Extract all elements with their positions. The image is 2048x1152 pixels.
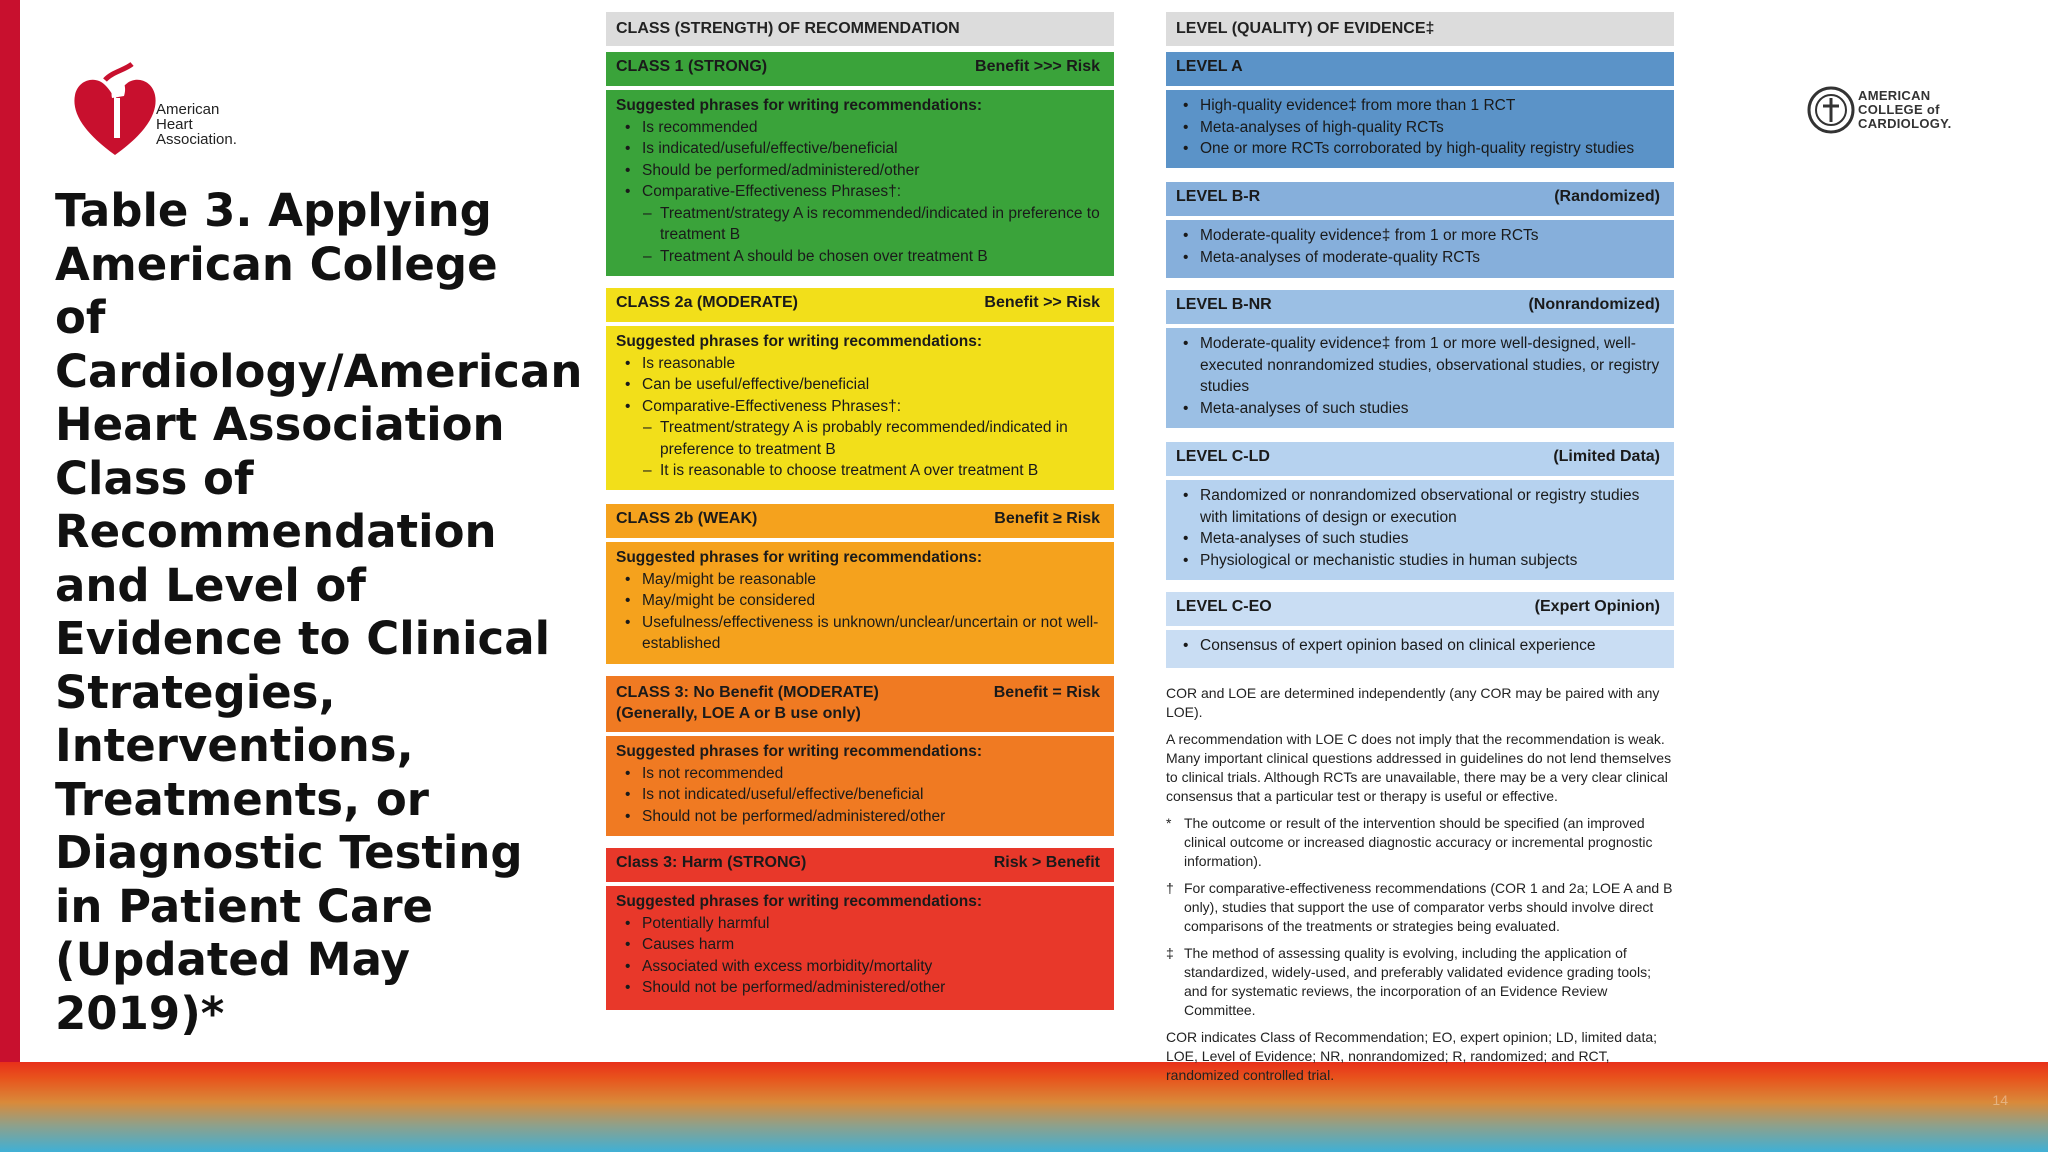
class-3-no-benefit-header: CLASS 3: No Benefit (MODERATE) (Generally, LOE A or B use only) Benefit = Risk <box>606 676 1114 732</box>
class-2b-header: CLASS 2b (WEAK) Benefit ≥ Risk <box>606 504 1114 538</box>
left-accent-bar <box>0 0 20 1062</box>
note-loe-c: A recommendation with LOE C does not imply that the recommendation is weak. Many important clinical questions addressed in guidelines do not lend themselves to clinical trials. Although RCTs are unavailable, there may be a very clear clinical consensus that a particular test or therapy is useful or effective. <box>1166 731 1672 804</box>
list-item: • Is reasonable <box>642 353 1100 375</box>
list-item: • Associated with excess morbidity/mortality <box>642 956 1100 978</box>
level-c-eo-header: LEVEL C-EO (Expert Opinion) <box>1166 592 1674 626</box>
acc-logo-text: AMERICAN COLLEGE of CARDIOLOGY. <box>1858 88 1952 131</box>
note-abbreviations: COR indicates Class of Recommendation; EO, expert opinion; LD, limited data; LOE, Level of Evidence; NR, nonrandomized; R, randomized; and RCT, randomized controlled trial. <box>1166 1029 1658 1083</box>
class-2a-header: CLASS 2a (MODERATE) Benefit >> Risk <box>606 288 1114 322</box>
level-c-eo-body <box>1166 630 1674 668</box>
class-3-harm-body: Suggested phrases for writing recommendations: • Potentially harmful • Causes harm • Associated with excess morbidity/mortality • Should not be performed/administered/other <box>606 886 1114 1010</box>
level-c-ld-body <box>1166 480 1674 580</box>
level-b-r-body <box>1166 220 1674 278</box>
class-1-header: CLASS 1 (STRONG) Benefit >>> Risk <box>606 52 1114 86</box>
list-item: • Can be useful/effective/beneficial <box>642 374 1100 396</box>
class-3-harm-header: Class 3: Harm (STRONG) Risk > Benefit <box>606 848 1114 882</box>
loe-column-heading: LEVEL (QUALITY) OF EVIDENCE‡ <box>1166 12 1674 46</box>
level-a-body <box>1166 90 1674 168</box>
list-item: • Meta-analyses of such studies <box>1200 528 1660 550</box>
list-item: • Meta-analyses of high-quality RCTs <box>1200 117 1660 139</box>
class-2b-body: Suggested phrases for writing recommendations: • May/might be reasonable • May/might be considered • Usefulness/effectiveness is unknown/unclear/uncertain or not well-established <box>606 542 1114 664</box>
list-item: – Treatment/strategy A is recommended/indicated in preference to treatment B <box>660 203 1100 246</box>
slide-title: Table 3. Applying American College of Cardiology/American Heart Association Class of Recommendation and Level of Evidence to Clinical Strategies, Interventions, Treatments, or Diagnostic Testing in Patient Care (Updated May 2019)* <box>55 184 583 1040</box>
table-notes <box>1166 684 1676 1093</box>
list-item: • Is recommended <box>642 117 1100 139</box>
slide-number: 14 <box>1992 1092 2008 1108</box>
cor-column-heading: CLASS (STRENGTH) OF RECOMMENDATION <box>606 12 1114 46</box>
list-item: • Should not be performed/administered/other <box>642 977 1100 999</box>
list-item: • Should not be performed/administered/other <box>642 806 1100 828</box>
list-item: • Is indicated/useful/effective/beneficial <box>642 138 1100 160</box>
list-item: • One or more RCTs corroborated by high-quality registry studies <box>1200 138 1660 160</box>
level-b-nr-body <box>1166 328 1674 428</box>
list-item: • Is not indicated/useful/effective/beneficial <box>642 784 1100 806</box>
class-2a-body: Suggested phrases for writing recommendations: • Is reasonable • Can be useful/effective/beneficial • Comparative-Effectiveness Phrases†: – Treatment/strategy A is probably recommended/indicated in preference to treatment B – It is reasonable to choose treatment A over treatment B <box>606 326 1114 490</box>
list-item: • Moderate-quality evidence‡ from 1 or more well-designed, well-executed nonrandomized studies, observational studies, or registry studies <box>1200 333 1660 398</box>
footnote-double-dagger: ‡ The method of assessing quality is evolving, including the application of standardized, widely-used, and preferably validated evidence grading tools; and for systematic reviews, the incorporation of an Evidence Review Committee. <box>1166 945 1651 1018</box>
footnote-dagger: † For comparative-effectiveness recommendations (COR 1 and 2a; LOE A and B only), studies that support the use of comparator verbs should involve direct comparisons of the treatments or strategies being evaluated. <box>1166 880 1673 934</box>
footnote-asterisk: * The outcome or result of the intervention should be specified (an improved clinical outcome or increased diagnostic accuracy or incremental prognostic information). <box>1166 815 1653 869</box>
list-item: • Causes harm <box>642 934 1100 956</box>
list-item: • Usefulness/effectiveness is unknown/unclear/uncertain or not well-established <box>642 612 1100 655</box>
list-item: • Potentially harmful <box>642 913 1100 935</box>
list-item: • Physiological or mechanistic studies in human subjects <box>1200 550 1660 572</box>
level-a-header: LEVEL A <box>1166 52 1674 86</box>
list-item: • Should be performed/administered/other <box>642 160 1100 182</box>
list-item: • Consensus of expert opinion based on clinical experience <box>1200 635 1660 657</box>
list-item: • Is not recommended <box>642 763 1100 785</box>
list-item: • May/might be reasonable <box>642 569 1100 591</box>
list-item: • Comparative-Effectiveness Phrases†: <box>642 396 1100 418</box>
list-item: • Randomized or nonrandomized observational or registry studies with limitations of design or execution <box>1200 485 1660 528</box>
list-item: • Moderate-quality evidence‡ from 1 or more RCTs <box>1200 225 1660 247</box>
level-b-nr-header: LEVEL B-NR (Nonrandomized) <box>1166 290 1674 324</box>
class-3-no-benefit-body: Suggested phrases for writing recommendations: • Is not recommended • Is not indicated/useful/effective/beneficial • Should not be performed/administered/other <box>606 736 1114 836</box>
list-item: • Comparative-Effectiveness Phrases†: <box>642 181 1100 203</box>
list-item: • Meta-analyses of moderate-quality RCTs <box>1200 247 1660 269</box>
list-item: • May/might be considered <box>642 590 1100 612</box>
list-item: • Meta-analyses of such studies <box>1200 398 1660 420</box>
list-item: – It is reasonable to choose treatment A over treatment B <box>660 460 1100 482</box>
list-item: – Treatment/strategy A is probably recommended/indicated in preference to treatment B <box>660 417 1100 460</box>
level-b-r-header: LEVEL B-R (Randomized) <box>1166 182 1674 216</box>
class-1-body: Suggested phrases for writing recommendations: • Is recommended • Is indicated/useful/effective/beneficial • Should be performed/administered/other • Comparative-Effectiveness Phrases†: – Treatment/strategy A is recommended/indicated in preference to treatment B – Treatment A should be chosen over treatment B <box>606 90 1114 276</box>
bottom-gradient-band <box>0 1062 2048 1152</box>
list-item: – Treatment A should be chosen over treatment B <box>660 246 1100 268</box>
level-c-ld-header: LEVEL C-LD (Limited Data) <box>1166 442 1674 476</box>
aha-logo-text: American Heart Association. <box>156 101 237 148</box>
note-independence: COR and LOE are determined independently (any COR may be paired with any LOE). <box>1166 685 1660 720</box>
list-item: • High-quality evidence‡ from more than 1 RCT <box>1200 95 1660 117</box>
